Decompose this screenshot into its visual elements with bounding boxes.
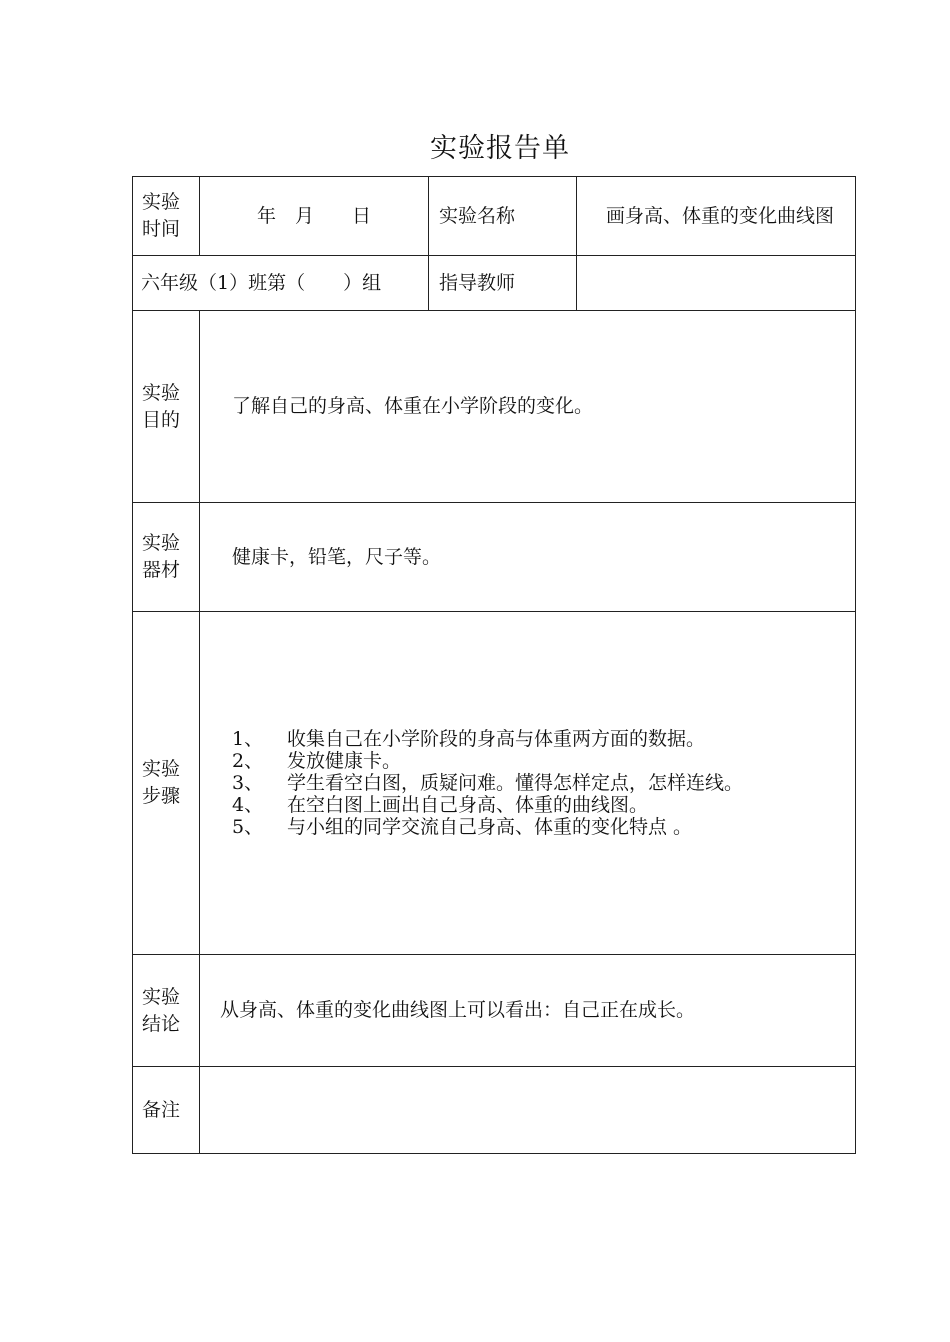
- steps-label: 实验步骤: [142, 758, 181, 807]
- step-number: 5、: [232, 816, 264, 838]
- step-text: 发放健康卡。: [287, 750, 402, 772]
- list-item: [232, 794, 855, 816]
- purpose-label-cell: [133, 311, 200, 503]
- date-cell: [200, 177, 429, 256]
- experiment-name-label: 实验名称: [429, 177, 577, 256]
- time-label: 实验时间: [142, 191, 181, 240]
- steps-list: [232, 728, 855, 838]
- purpose-text: 了解自己的身高、体重在小学阶段的变化。: [200, 311, 856, 503]
- remarks-text: [200, 1067, 856, 1154]
- materials-label-cell: [133, 503, 200, 612]
- class-group-text: 六年级（1）班第（ ）组: [133, 256, 429, 311]
- date-value: 年 月 日: [256, 204, 371, 227]
- purpose-label: 实验目的: [142, 381, 181, 431]
- teacher-label: 指导教师: [429, 256, 577, 311]
- materials-text: 健康卡，铅笔，尺子等。: [200, 503, 856, 612]
- step-number: 4、: [232, 794, 264, 816]
- row-class-teacher: [133, 256, 856, 311]
- step-number: 3、: [232, 772, 264, 794]
- step-text: 与小组的同学交流自己身高、体重的变化特点 。: [287, 816, 693, 838]
- step-text: 学生看空白图，质疑问难。懂得怎样定点，怎样连线。: [287, 772, 744, 794]
- row-purpose: [133, 311, 856, 503]
- list-item: [232, 816, 855, 838]
- step-text: 在空白图上画出自己身高、体重的曲线图。: [287, 794, 649, 816]
- remarks-label-cell: [133, 1067, 200, 1154]
- steps-label-cell: [133, 612, 200, 955]
- materials-label: 实验器材: [142, 532, 181, 581]
- page-title: 实验报告单: [430, 133, 570, 164]
- time-label-cell: [133, 177, 200, 256]
- row-time-name: [133, 177, 856, 256]
- list-item: [232, 772, 855, 794]
- report-table: [132, 176, 856, 1154]
- row-steps: [133, 612, 856, 955]
- list-item: [232, 728, 855, 750]
- conclusion-label-cell: [133, 955, 200, 1067]
- remarks-label: 备注: [142, 1098, 181, 1121]
- step-text: 收集自己在小学阶段的身高与体重两方面的数据。: [287, 728, 706, 750]
- step-number: 2、: [232, 750, 264, 772]
- conclusion-label: 实验结论: [142, 985, 181, 1035]
- teacher-value: [577, 256, 856, 311]
- step-number: 1、: [232, 728, 264, 750]
- steps-cell: [200, 612, 856, 955]
- list-item: [232, 750, 855, 772]
- experiment-name-value: 画身高、体重的变化曲线图: [577, 177, 856, 256]
- conclusion-text: 从身高、体重的变化曲线图上可以看出：自己正在成长。: [200, 955, 856, 1067]
- row-materials: [133, 503, 856, 612]
- row-remarks: [133, 1067, 856, 1154]
- row-conclusion: [133, 955, 856, 1067]
